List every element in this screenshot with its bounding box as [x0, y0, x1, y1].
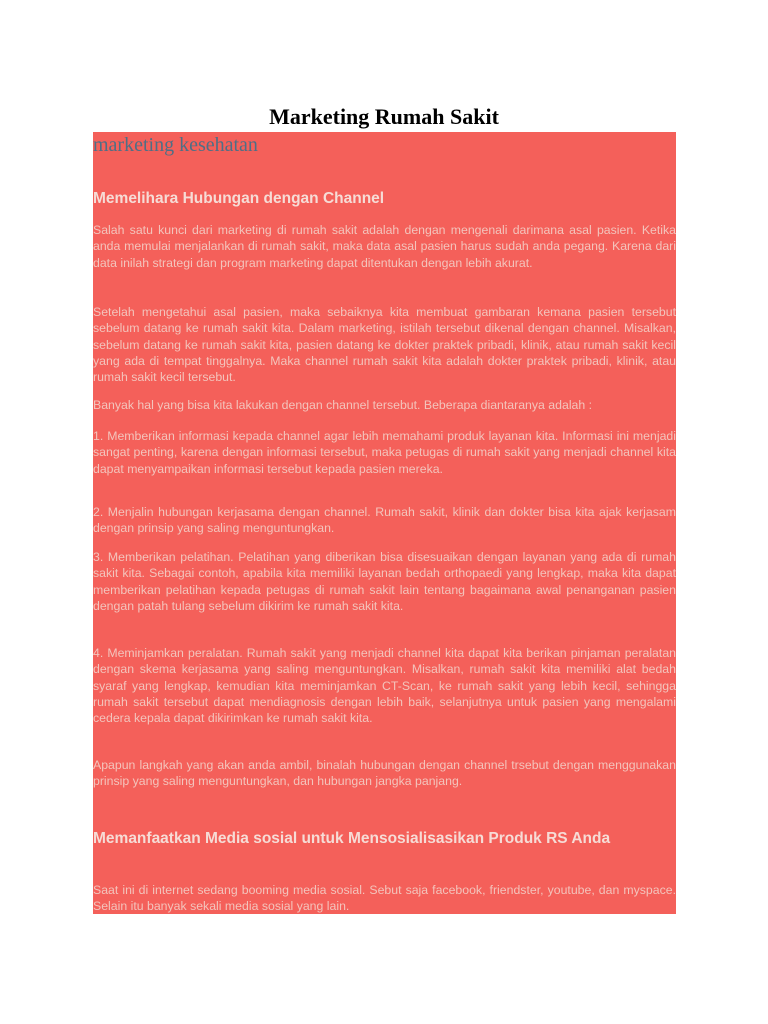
section-heading: Memelihara Hubungan dengan Channel — [93, 190, 385, 207]
paragraph: Saat ini di internet sedang booming media sosial. Sebut saja facebook, friendster, youtube, dan myspace. Selain itu banyak sekali media sosial yang lain. — [93, 883, 676, 914]
section-heading: Memanfaatkan Media sosial untuk Mensosialisasikan Produk RS Anda — [93, 830, 611, 847]
paragraph: 2. Menjalin hubungan kerjasama dengan channel. Rumah sakit, klinik dan dokter bisa kita ajak kerjasam dengan prinsip yang saling menguntungkan. — [93, 505, 676, 536]
paragraph: 3. Memberikan pelatihan. Pelatihan yang diberikan bisa disesuaikan dengan layanan yang ada di rumah sakit kita. Sebagai contoh, apabila kita memiliki layanan bedah orthopaedi yang lengkap, maka kita dapat memberikan pelatihan kepada petugas di rumah sakit lain tentang bagaimana awal penanganan pasien dengan patah tulang sebelum dikirim ke rumah sakit kita. — [93, 550, 676, 613]
article-content — [93, 132, 676, 914]
paragraph: Setelah mengetahui asal pasien, maka sebaiknya kita membuat gambaran kemana pasien tersebut sebelum datang ke rumah sakit kita. Dalam marketing, istilah tersebut dikenal dengan channel. Misalkan, sebelum datang ke rumah sakit kita, pasien datang ke dokter praktek pribadi, klinik, atau rumah sakit kecil yang ada di tempat tinggalnya. Maka channel rumah sakit kita adalah dokter praktek pribadi, klinik, atau rumah sakit kecil tersebut. — [93, 305, 676, 384]
paragraph: Apapun langkah yang akan anda ambil, binalah hubungan dengan channel trsebut dengan menggunakan prinsip yang saling menguntungkan, dan hubungan jangka panjang. — [93, 758, 676, 789]
paragraph: Banyak hal yang bisa kita lakukan dengan channel tersebut. Beberapa diantaranya adalah : — [93, 398, 593, 412]
category-link[interactable]: marketing kesehatan — [93, 134, 258, 156]
paragraph: 1. Memberikan informasi kepada channel agar lebih memahami produk layanan kita. Informasi ini menjadi sangat penting, karena dengan informasi tersebut, maka petugas di rumah sakit yang menjadi channel kita dapat menyampaikan informasi tersebut kepada pasien mereka. — [93, 429, 676, 476]
paragraph: 4. Meminjamkan peralatan. Rumah sakit yang menjadi channel kita dapat kita berikan pinjaman peralatan dengan skema kerjasama yang saling menguntungkan. Misalkan, rumah sakit kita memiliki alat bedah syaraf yang lengkap, kemudian kita meminjamkan CT-Scan, ke rumah sakit yang lebih kecil, sehingga rumah sakit tersebut dapat mendiagnosis dengan lebih baik, selanjutnya untuk pasien yang mengalami cedera kepala dapat dikirimkan ke rumah sakit kita. — [93, 646, 676, 725]
page-title: Marketing Rumah Sakit — [269, 103, 499, 129]
paragraph: Salah satu kunci dari marketing di rumah sakit adalah dengan mengenali darimana asal pasien. Ketika anda memulai menjalankan di rumah sakit, maka data asal pasien harus sudah anda pegang. Karena dari data inilah strategi dan program marketing dapat ditentukan dengan lebih akurat. — [93, 223, 676, 270]
